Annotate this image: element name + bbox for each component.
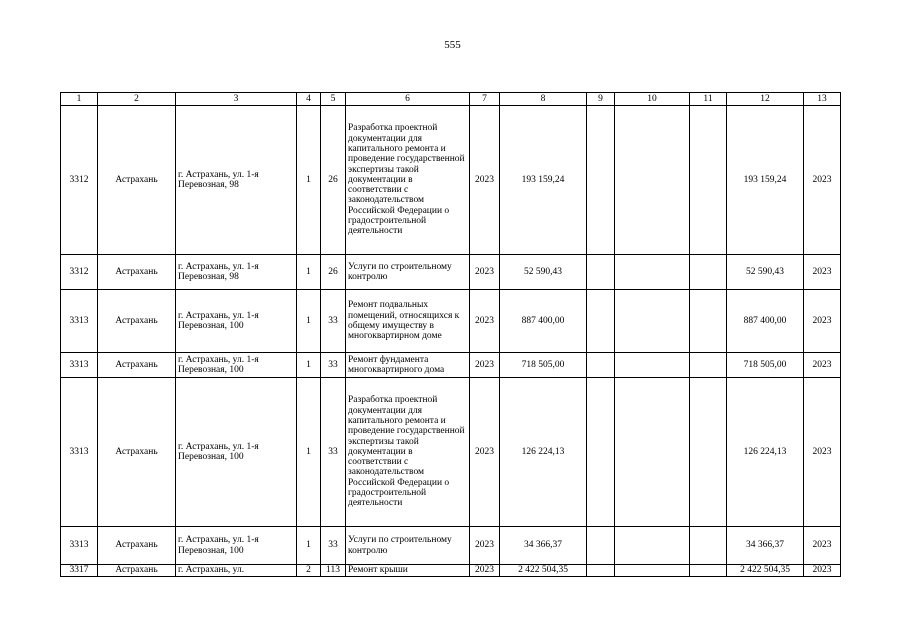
cell-col12: 2 422 504,35	[727, 565, 804, 577]
cell-col13: 2023	[804, 565, 841, 577]
cell-col12: 887 400,00	[727, 290, 804, 353]
cell-municipality: Астрахань	[98, 290, 176, 353]
cell-municipality: Астрахань	[98, 255, 176, 290]
cell-col4: 1	[297, 378, 321, 527]
cell-year: 2023	[470, 353, 500, 378]
cell-col4: 1	[297, 290, 321, 353]
table-row	[61, 378, 841, 527]
column-header: 5	[321, 93, 346, 106]
cell-year: 2023	[470, 290, 500, 353]
page-number: 555	[444, 39, 461, 51]
cell-total-cost: 126 224,13	[500, 378, 587, 527]
cell-col4: 1	[297, 255, 321, 290]
cell-col5: 26	[321, 106, 346, 255]
cell-address: г. Астрахань, ул. 1-я Перевозная, 100	[176, 290, 297, 353]
table-row	[61, 290, 841, 353]
cell-col9	[587, 290, 615, 353]
cell-municipality: Астрахань	[98, 106, 176, 255]
column-header: 1	[61, 93, 98, 106]
cell-object-number: 3317	[61, 565, 98, 577]
cell-col13: 2023	[804, 353, 841, 378]
cell-object-number: 3313	[61, 378, 98, 527]
cell-col9	[587, 565, 615, 577]
cell-work-type: Ремонт крыши	[346, 565, 470, 577]
cell-address: г. Астрахань, ул. 1-я Перевозная, 100	[176, 527, 297, 565]
cell-address: г. Астрахань, ул.	[176, 565, 297, 577]
cell-work-type: Разработка проектной документации для капитального ремонта и проведение государственной экспертизы такой документации в соответствии с законодательством Российской Федерации о градостроительной деятельности	[346, 106, 470, 255]
cell-col10	[615, 527, 690, 565]
cell-col10	[615, 106, 690, 255]
column-header: 6	[346, 93, 470, 106]
cell-year: 2023	[470, 527, 500, 565]
cell-col4: 1	[297, 106, 321, 255]
cell-total-cost: 193 159,24	[500, 106, 587, 255]
column-header: 12	[727, 93, 804, 106]
cell-col11	[690, 565, 727, 577]
column-header: 10	[615, 93, 690, 106]
cell-col12: 718 505,00	[727, 353, 804, 378]
column-header: 7	[470, 93, 500, 106]
cell-object-number: 3313	[61, 290, 98, 353]
cell-year: 2023	[470, 565, 500, 577]
cell-col5: 33	[321, 378, 346, 527]
cell-col11	[690, 106, 727, 255]
column-header: 4	[297, 93, 321, 106]
cell-municipality: Астрахань	[98, 353, 176, 378]
register-table	[60, 92, 841, 577]
cell-work-type: Услуги по строительному контролю	[346, 527, 470, 565]
cell-col12: 126 224,13	[727, 378, 804, 527]
cell-total-cost: 52 590,43	[500, 255, 587, 290]
cell-object-number: 3312	[61, 255, 98, 290]
cell-col13: 2023	[804, 290, 841, 353]
cell-col5: 113	[321, 565, 346, 577]
column-header: 9	[587, 93, 615, 106]
cell-year: 2023	[470, 255, 500, 290]
cell-address: г. Астрахань, ул. 1-я Перевозная, 98	[176, 106, 297, 255]
cell-col10	[615, 378, 690, 527]
cell-municipality: Астрахань	[98, 378, 176, 527]
cell-col5: 33	[321, 290, 346, 353]
cell-col12: 52 590,43	[727, 255, 804, 290]
cell-col13: 2023	[804, 378, 841, 527]
column-header: 13	[804, 93, 841, 106]
cell-year: 2023	[470, 106, 500, 255]
cell-year: 2023	[470, 378, 500, 527]
cell-col9	[587, 353, 615, 378]
cell-work-type: Разработка проектной документации для капитального ремонта и проведение государственной экспертизы такой документации в соответствии с законодательством Российской Федерации о градостроительной деятельности	[346, 378, 470, 527]
cell-col9	[587, 106, 615, 255]
cell-col13: 2023	[804, 255, 841, 290]
cell-col4: 1	[297, 527, 321, 565]
cell-total-cost: 34 366,37	[500, 527, 587, 565]
cell-municipality: Астрахань	[98, 527, 176, 565]
cell-col10	[615, 353, 690, 378]
table-row	[61, 565, 841, 577]
cell-col5: 26	[321, 255, 346, 290]
cell-col4: 1	[297, 353, 321, 378]
cell-col11	[690, 255, 727, 290]
cell-col12: 193 159,24	[727, 106, 804, 255]
cell-total-cost: 887 400,00	[500, 290, 587, 353]
cell-work-type: Услуги по строительному контролю	[346, 255, 470, 290]
cell-address: г. Астрахань, ул. 1-я Перевозная, 100	[176, 353, 297, 378]
cell-col12: 34 366,37	[727, 527, 804, 565]
cell-col13: 2023	[804, 527, 841, 565]
cell-col11	[690, 353, 727, 378]
cell-address: г. Астрахань, ул. 1-я Перевозная, 98	[176, 255, 297, 290]
cell-col10	[615, 290, 690, 353]
cell-work-type: Ремонт фундамента многоквартирного дома	[346, 353, 470, 378]
column-header-row	[61, 93, 841, 106]
cell-col10	[615, 565, 690, 577]
cell-address: г. Астрахань, ул. 1-я Перевозная, 100	[176, 378, 297, 527]
cell-col13: 2023	[804, 106, 841, 255]
cell-total-cost: 2 422 504,35	[500, 565, 587, 577]
cell-col9	[587, 378, 615, 527]
table-row	[61, 255, 841, 290]
cell-col4: 2	[297, 565, 321, 577]
column-header: 8	[500, 93, 587, 106]
cell-work-type: Ремонт подвальных помещений, относящихся к общему имуществу в многоквартирном доме	[346, 290, 470, 353]
table-row	[61, 353, 841, 378]
cell-object-number: 3312	[61, 106, 98, 255]
cell-object-number: 3313	[61, 353, 98, 378]
cell-col5: 33	[321, 527, 346, 565]
cell-col9	[587, 255, 615, 290]
cell-object-number: 3313	[61, 527, 98, 565]
cell-col11	[690, 290, 727, 353]
cell-municipality: Астрахань	[98, 565, 176, 577]
column-header: 2	[98, 93, 176, 106]
table-row	[61, 106, 841, 255]
table-row	[61, 527, 841, 565]
cell-col11	[690, 527, 727, 565]
cell-col11	[690, 378, 727, 527]
cell-col9	[587, 527, 615, 565]
column-header: 11	[690, 93, 727, 106]
cell-total-cost: 718 505,00	[500, 353, 587, 378]
cell-col5: 33	[321, 353, 346, 378]
cell-col10	[615, 255, 690, 290]
column-header: 3	[176, 93, 297, 106]
